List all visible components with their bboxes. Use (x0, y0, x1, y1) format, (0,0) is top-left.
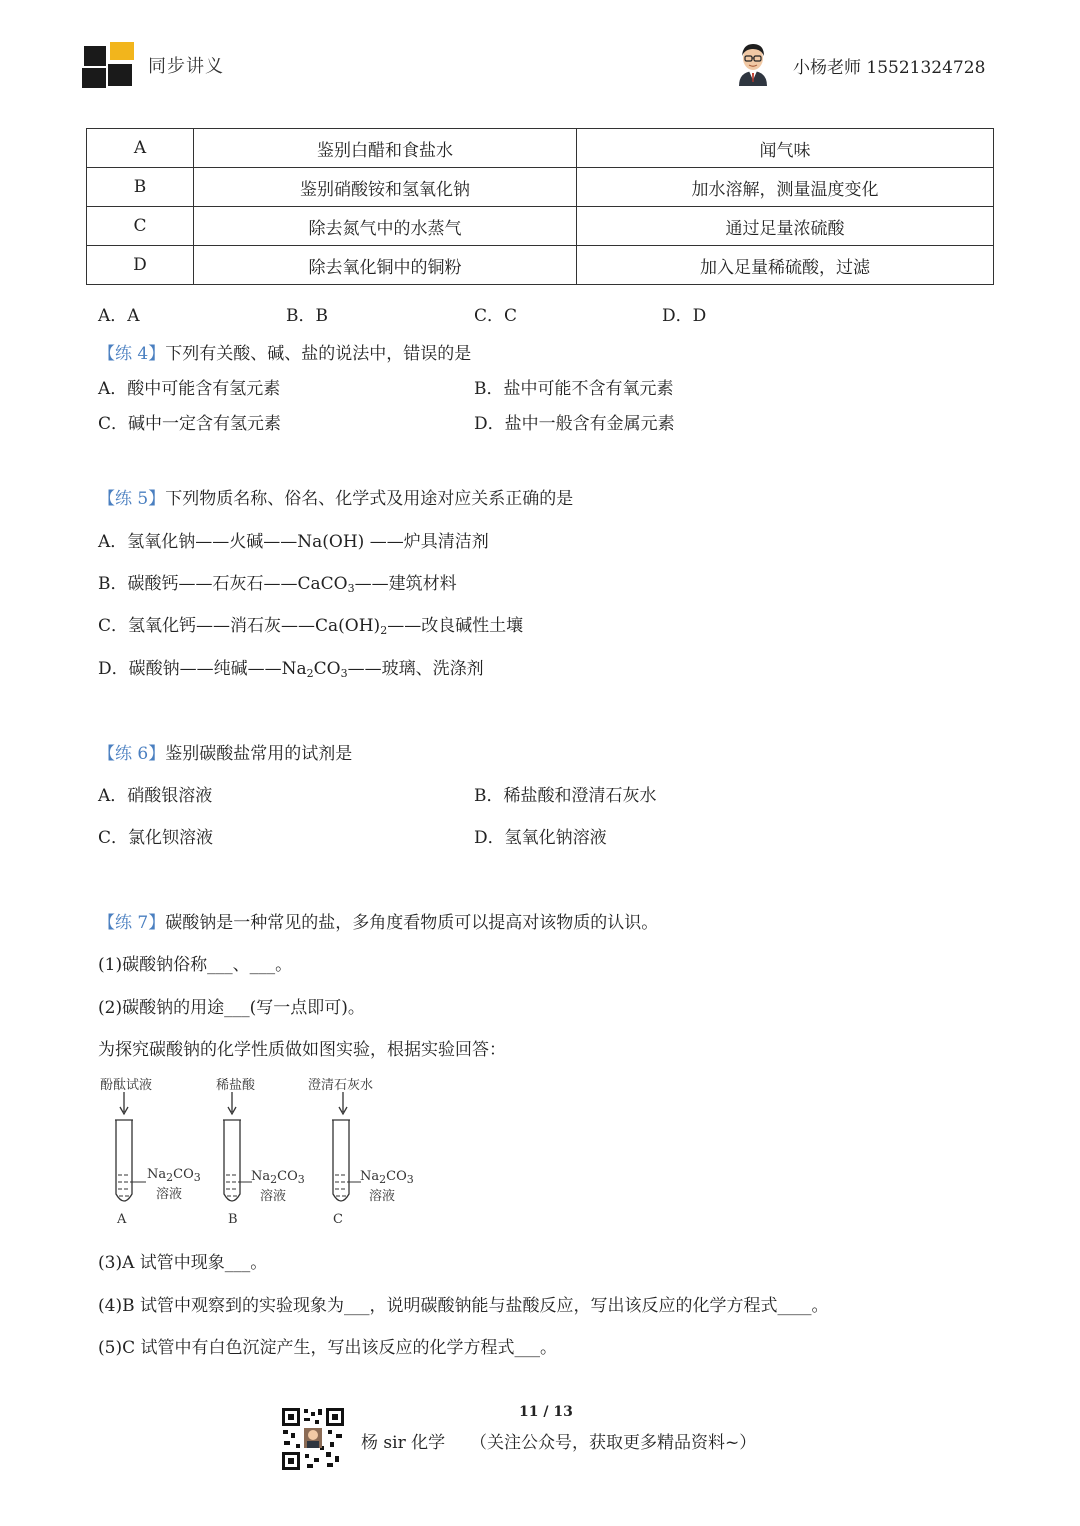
reagent-label-b: 稀盐酸 (216, 1078, 256, 1093)
solution-formula-a: $Na_2CO_3$ (147, 1167, 201, 1184)
row-label: A (87, 129, 194, 168)
footer-note: （关注公众号，获取更多精品资料~） (470, 1433, 757, 1453)
tube-label-c: C (333, 1212, 343, 1227)
q6-stem-text: 鉴别碳酸盐常用的试剂是 (165, 744, 353, 764)
options-table (86, 128, 994, 285)
q6-stem (98, 739, 352, 764)
q4-tag: 【练 4】 (98, 344, 166, 364)
q5-option-c: C．氢氧化钙——消石灰$——Ca(OH)_2——$改良碱性土壤 (98, 616, 524, 637)
row-purpose: 鉴别白醋和食盐水 (194, 129, 577, 168)
row-purpose: 除去氧化铜中的铜粉 (194, 246, 577, 285)
q5-stem (98, 484, 573, 509)
table-row (87, 207, 994, 246)
row-label: C (87, 207, 194, 246)
q6-option-d: D．氢氧化钠溶液 (474, 828, 607, 848)
answer-option-b: B．B (286, 306, 328, 326)
row-label: B (87, 168, 194, 207)
reagent-label-a: 酚酞试液 (100, 1078, 153, 1093)
experiment-figure (96, 1070, 426, 1230)
q6-option-b: B．稀盐酸和澄清石灰水 (474, 786, 657, 806)
solution-formula-b: $Na_2CO_3$ (251, 1169, 305, 1186)
solution-label-a: 溶液 (156, 1187, 183, 1202)
brand-logo-icon (82, 42, 136, 88)
row-method: 加水溶解，测量温度变化 (577, 168, 994, 207)
q6-option-c: C．氯化钡溶液 (98, 828, 214, 848)
q7-part-1: (1)碳酸钠俗称___、___。 (98, 955, 293, 975)
solution-formula-c: $Na_2CO_3$ (360, 1169, 414, 1186)
answer-option-c: C．C (474, 306, 518, 326)
q7-intro: 为探究碳酸钠的化学性质做如图实验，根据实验回答： (98, 1040, 506, 1060)
qr-code-icon (280, 1406, 346, 1472)
q5-option-a: A．氢氧化钠——火碱——Na(OH) ——炉具清洁剂 (98, 532, 489, 552)
q5-option-d: D．碳酸钠——纯碱$——Na_2CO_3——$玻璃、洗涤剂 (98, 659, 484, 680)
row-method: 闻气味 (577, 129, 994, 168)
q7-part-3: (3)A 试管中现象___。 (98, 1253, 268, 1273)
solution-label-c: 溶液 (369, 1189, 396, 1204)
q6-option-a: A．硝酸银溶液 (98, 786, 213, 806)
header-title: 同步讲义 (148, 56, 224, 77)
footer-account: 杨 sir 化学 (361, 1433, 446, 1453)
row-method: 加入足量稀硫酸，过滤 (577, 246, 994, 285)
solution-label-b: 溶液 (260, 1189, 287, 1204)
q4-option-a: A．酸中可能含有氢元素 (98, 379, 281, 399)
q7-part-4: (4)B 试管中观察到的实验现象为___，说明碳酸钠能与盐酸反应，写出该反应的化学方程式____。 (98, 1296, 829, 1316)
tube-label-b: B (228, 1212, 238, 1227)
q7-stem (98, 908, 658, 933)
q7-stem-text: 碳酸钠是一种常见的盐，多角度看物质可以提高对该物质的认识。 (165, 913, 659, 933)
q7-part-5: (5)C 试管中有白色沉淀产生，写出该反应的化学方程式___。 (98, 1338, 557, 1358)
q4-stem (98, 339, 471, 364)
reagent-label-c: 澄清石灰水 (308, 1078, 374, 1093)
row-purpose: 除去氮气中的水蒸气 (194, 207, 577, 246)
table-row (87, 129, 994, 168)
table-row (87, 168, 994, 207)
q6-tag: 【练 6】 (98, 744, 166, 764)
answer-option-d: D．D (662, 306, 707, 326)
q7-tag: 【练 7】 (98, 913, 166, 933)
q4-option-c: C．碱中一定含有氢元素 (98, 414, 282, 434)
q5-stem-text: 下列物质名称、俗名、化学式及用途对应关系正确的是 (165, 489, 574, 509)
q4-option-b: B．盐中可能不含有氧元素 (474, 379, 674, 399)
q5-tag: 【练 5】 (98, 489, 166, 509)
teacher-avatar-icon (733, 40, 773, 86)
teacher-contact: 小杨老师 15521324728 (793, 58, 986, 78)
tube-label-a: A (117, 1212, 127, 1227)
row-label: D (87, 246, 194, 285)
q4-option-d: D．盐中一般含有金属元素 (474, 414, 675, 434)
row-method: 通过足量浓硫酸 (577, 207, 994, 246)
page-number: 11 / 13 (519, 1404, 573, 1420)
q5-option-b: B．碳酸钙——石灰石——CaCO$_3$——建筑材料 (98, 574, 457, 595)
q4-stem-text: 下列有关酸、碱、盐的说法中，错误的是 (165, 344, 472, 364)
q7-part-2: (2)碳酸钠的用途___(写一点即可)。 (98, 998, 365, 1018)
table-row (87, 246, 994, 285)
row-purpose: 鉴别硝酸铵和氢氧化钠 (194, 168, 577, 207)
answer-option-a: A．A (98, 306, 140, 326)
test-tubes-diagram (96, 1070, 426, 1230)
